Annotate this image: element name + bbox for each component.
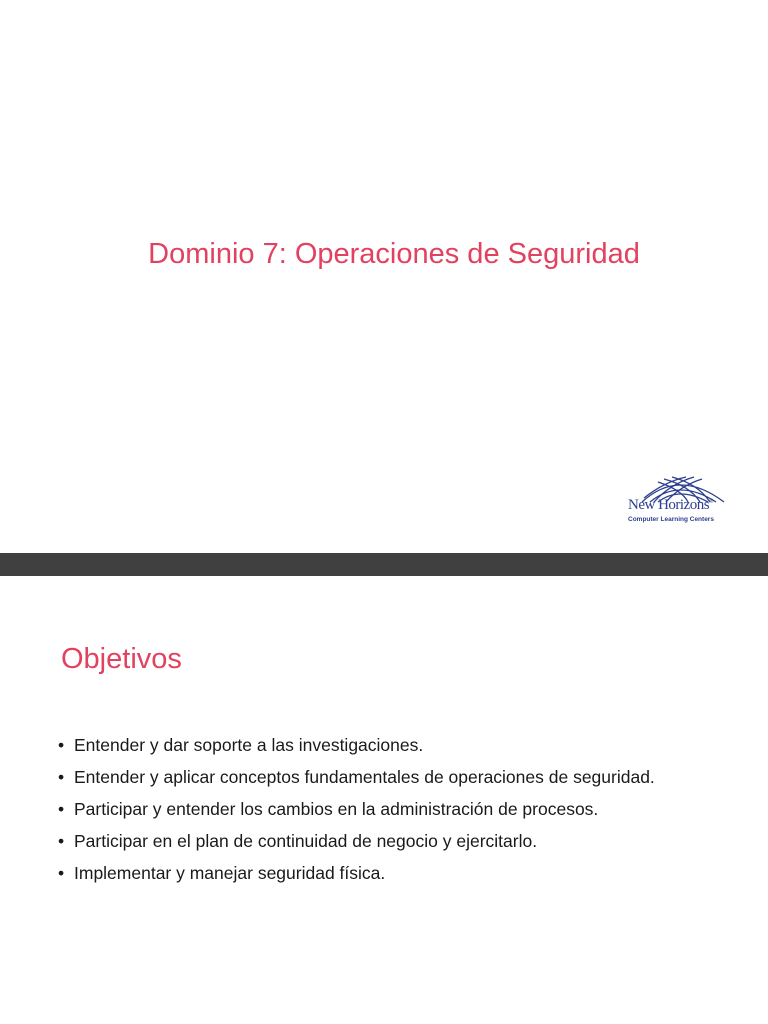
list-item: • Entender y dar soporte a las investigaciones. — [58, 733, 718, 758]
list-item: • Entender y aplicar conceptos fundamentales de operaciones de seguridad. — [58, 765, 718, 790]
list-item: • Participar y entender los cambios en la administración de procesos. — [58, 797, 718, 822]
slide-divider — [0, 553, 768, 576]
objectives-list — [58, 733, 718, 893]
logo-name: New Horizons® — [628, 497, 714, 513]
list-item: • Implementar y manejar seguridad física. — [58, 861, 718, 886]
new-horizons-logo — [624, 474, 734, 530]
bullet-icon: • — [58, 767, 65, 787]
bullet-icon: • — [58, 735, 65, 755]
objectives-title: Objetivos — [61, 643, 182, 675]
bullet-icon: • — [58, 799, 65, 819]
bullet-icon: • — [58, 863, 65, 883]
slide-title: Dominio 7: Operaciones de Seguridad — [148, 238, 640, 270]
bullet-icon: • — [58, 831, 65, 851]
list-item: • Participar en el plan de continuidad de negocio y ejercitarlo. — [58, 829, 718, 854]
logo-tagline: Computer Learning Centers — [628, 516, 714, 523]
